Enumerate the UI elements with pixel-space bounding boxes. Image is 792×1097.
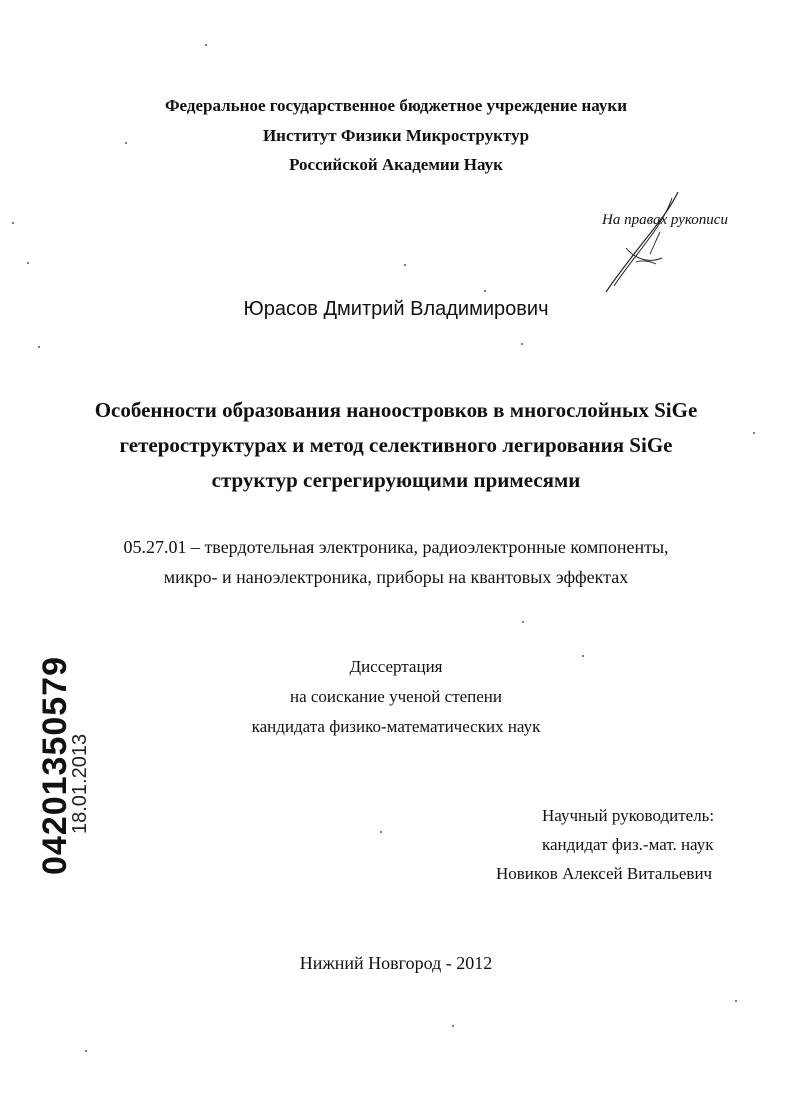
library-stamp-number: 04201350579 bbox=[36, 655, 74, 875]
thesis-title-line-1: Особенности образования наноостровков в многослойных SiGe bbox=[94, 398, 698, 422]
handwritten-signature bbox=[596, 188, 716, 298]
supervisor-heading: Научный руководитель: bbox=[542, 806, 715, 825]
city-year: Нижний Новгород - 2012 bbox=[299, 953, 493, 973]
institution-line-3: Российской Академии Наук bbox=[289, 155, 503, 174]
scan-speck bbox=[522, 621, 524, 623]
scan-speck bbox=[38, 346, 40, 348]
supervisor-name: Новиков Алексей Витальевич bbox=[496, 864, 713, 883]
manuscript-rights-note: На правах рукописи bbox=[602, 212, 728, 228]
author-name: Юрасов Дмитрий Владимирович bbox=[243, 298, 549, 320]
scan-speck bbox=[27, 262, 29, 264]
institution-line-2: Институт Физики Микроструктур bbox=[262, 126, 530, 145]
scan-speck bbox=[753, 432, 755, 434]
institution-line-1: Федеральное государственное бюджетное учреждение науки bbox=[164, 96, 628, 115]
supervisor-degree: кандидат физ.-мат. наук bbox=[542, 835, 714, 854]
thesis-title-line-3: структур сегрегирующими примесями bbox=[211, 468, 581, 492]
scan-speck bbox=[735, 1000, 737, 1002]
library-stamp-date: 18.01.2013 bbox=[69, 733, 91, 834]
scan-speck bbox=[85, 1050, 87, 1052]
scan-speck bbox=[125, 142, 127, 144]
scan-speck bbox=[521, 343, 523, 345]
scan-speck bbox=[582, 655, 584, 657]
specialty-line-1: 05.27.01 – твердотельная электроника, радиоэлектронные компоненты, bbox=[123, 537, 669, 557]
scan-speck bbox=[12, 222, 14, 224]
dissertation-type: Диссертация bbox=[349, 657, 443, 676]
thesis-title-line-2: гетероструктурах и метод селективного легирования SiGe bbox=[119, 433, 673, 457]
scan-speck bbox=[484, 290, 486, 292]
specialty-line-2: микро- и наноэлектроника, приборы на квантовых эффектах bbox=[163, 567, 629, 587]
scan-speck bbox=[404, 264, 406, 266]
scan-speck bbox=[452, 1025, 454, 1027]
scan-speck bbox=[205, 44, 207, 46]
dissertation-degree-line-2: кандидата физико-математических наук bbox=[251, 717, 541, 736]
dissertation-degree-line-1: на соискание ученой степени bbox=[289, 687, 503, 706]
scan-speck bbox=[380, 831, 382, 833]
